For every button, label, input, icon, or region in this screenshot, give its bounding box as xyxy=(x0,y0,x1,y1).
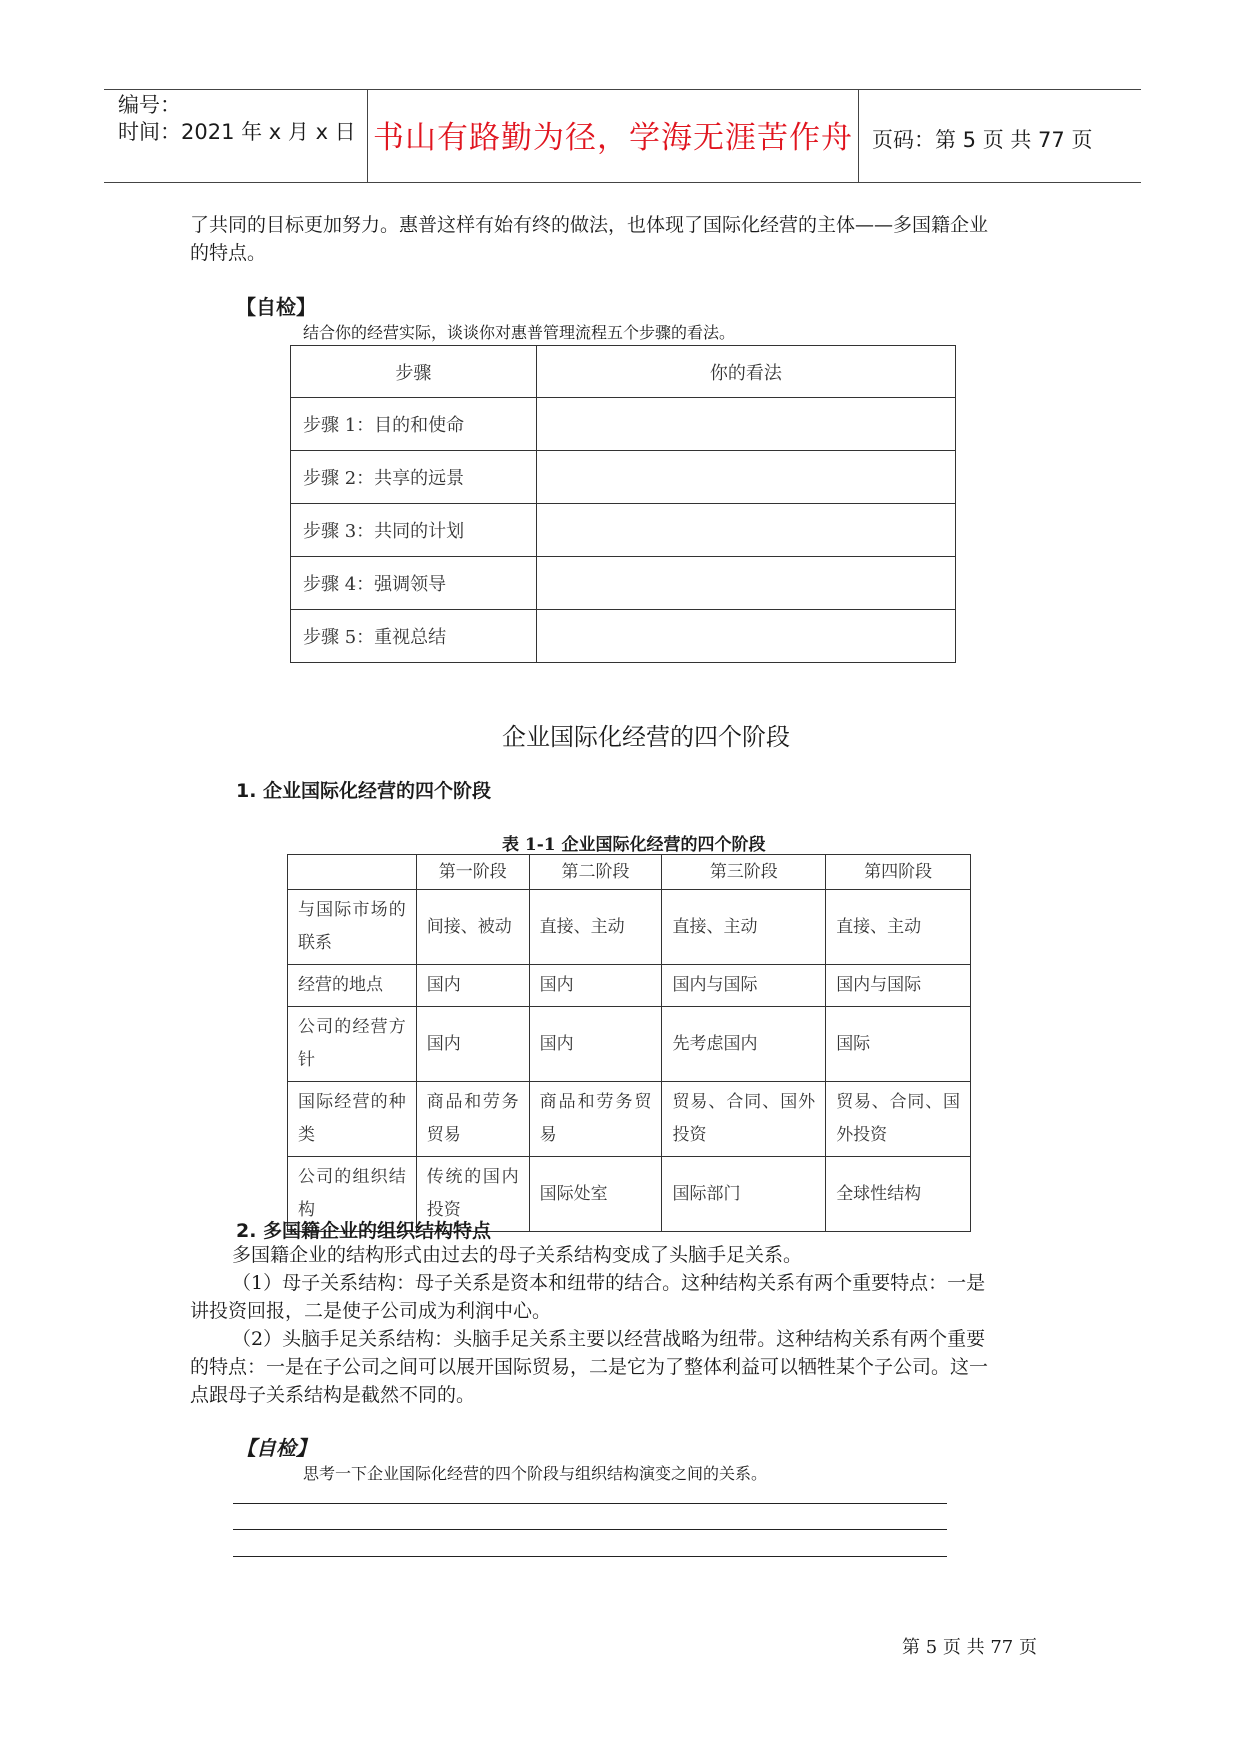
header-page-info: 页码：第 5 页 共 77 页 xyxy=(872,128,1093,152)
table-header-cell: 步骤 xyxy=(291,346,537,398)
header-motto: 书山有路勤为径，学海无涯苦作舟 xyxy=(373,120,853,156)
table-cell: 先考虑国内 xyxy=(662,1007,826,1082)
table-cell: 间接、被动 xyxy=(416,890,529,965)
steps-opinion-table xyxy=(290,345,956,663)
header-divider xyxy=(858,89,859,183)
table-cell: 贸易、合同、国外投资 xyxy=(826,1082,971,1157)
step-label: 步骤 4：强调领导 xyxy=(291,557,537,610)
header-top-rule xyxy=(104,89,1141,90)
intro-line: 的特点。 xyxy=(190,242,267,264)
table-cell: 传统的国内投资 xyxy=(416,1157,529,1232)
table-row xyxy=(291,610,956,663)
table-cell: 直接、主动 xyxy=(662,890,826,965)
table-row xyxy=(288,1007,971,1082)
paragraph: 讲投资回报，二是使子公司成为利润中心。 xyxy=(190,1300,552,1322)
table-cell: 商品和劳务贸易 xyxy=(416,1082,529,1157)
table-row xyxy=(291,557,956,610)
opinion-cell[interactable] xyxy=(536,557,955,610)
table-row xyxy=(288,965,971,1007)
paragraph: （2）头脑手足关系结构：头脑手足关系主要以经营战略为纽带。这种结构关系有两个重要 xyxy=(232,1328,986,1350)
table-header-row xyxy=(288,855,971,890)
opinion-cell[interactable] xyxy=(536,398,955,451)
table-cell: 直接、主动 xyxy=(826,890,971,965)
row-label: 与国际市场的联系 xyxy=(288,890,417,965)
page-footer: 第 5 页 共 77 页 xyxy=(902,1637,1037,1658)
table-cell: 国内 xyxy=(416,1007,529,1082)
selfcheck-prompt: 结合你的经营实际，谈谈你对惠普管理流程五个步骤的看法。 xyxy=(303,323,736,342)
table-header-row xyxy=(291,346,956,398)
section-title: 企业国际化经营的四个阶段 xyxy=(502,723,790,751)
step-label: 步骤 5：重视总结 xyxy=(291,610,537,663)
table-cell: 贸易、合同、国外投资 xyxy=(662,1082,826,1157)
table-cell: 国内与国际 xyxy=(662,965,826,1007)
opinion-cell[interactable] xyxy=(536,504,955,557)
row-label: 经营的地点 xyxy=(288,965,417,1007)
row-label: 国际经营的种类 xyxy=(288,1082,417,1157)
answer-line[interactable] xyxy=(233,1556,947,1557)
table-header-cell: 第四阶段 xyxy=(826,855,971,890)
table-header-cell xyxy=(288,855,417,890)
subsection-heading: 2. 多国籍企业的组织结构特点 xyxy=(236,1220,492,1242)
paragraph: 多国籍企业的结构形式由过去的母子关系结构变成了头脑手足关系。 xyxy=(232,1244,803,1266)
doc-number-label: 编号： xyxy=(118,93,181,117)
table-cell: 直接、主动 xyxy=(529,890,662,965)
subsection-heading: 1. 企业国际化经营的四个阶段 xyxy=(236,780,492,802)
header-bottom-rule xyxy=(104,182,1141,183)
paragraph: 的特点：一是在子公司之间可以展开国际贸易，二是它为了整体利益可以牺牲某个子公司。这一 xyxy=(190,1356,989,1378)
table-row xyxy=(291,504,956,557)
answer-line[interactable] xyxy=(233,1503,947,1504)
table-header-cell: 你的看法 xyxy=(536,346,955,398)
answer-line[interactable] xyxy=(233,1529,947,1530)
table-header-cell: 第一阶段 xyxy=(416,855,529,890)
table-row xyxy=(291,398,956,451)
table-cell: 国内与国际 xyxy=(826,965,971,1007)
table-cell: 国内 xyxy=(529,965,662,1007)
opinion-cell[interactable] xyxy=(536,451,955,504)
row-label: 公司的组织结构 xyxy=(288,1157,417,1232)
table-cell: 国际部门 xyxy=(662,1157,826,1232)
step-label: 步骤 2：共享的远景 xyxy=(291,451,537,504)
table-cell: 国际处室 xyxy=(529,1157,662,1232)
selfcheck-title: 【自检】 xyxy=(236,295,316,319)
table-row xyxy=(291,451,956,504)
step-label: 步骤 3：共同的计划 xyxy=(291,504,537,557)
table-caption: 表 1-1 企业国际化经营的四个阶段 xyxy=(502,835,766,855)
doc-time-label: 时间：2021 年 x 月 x 日 xyxy=(118,120,356,144)
paragraph: （1）母子关系结构：母子关系是资本和纽带的结合。这种结构关系有两个重要特点：一是 xyxy=(232,1272,986,1294)
table-row xyxy=(288,890,971,965)
stages-table xyxy=(287,854,971,1232)
table-cell: 全球性结构 xyxy=(826,1157,971,1232)
paragraph: 点跟母子关系结构是截然不同的。 xyxy=(190,1384,476,1406)
table-cell: 国内 xyxy=(529,1007,662,1082)
step-label: 步骤 1：目的和使命 xyxy=(291,398,537,451)
selfcheck-title: 【自检】 xyxy=(236,1436,316,1460)
intro-line: 了共同的目标更加努力。惠普这样有始有终的做法，也体现了国际化经营的主体——多国籍企业 xyxy=(190,214,989,236)
selfcheck-prompt: 思考一下企业国际化经营的四个阶段与组织结构演变之间的关系。 xyxy=(303,1464,768,1483)
table-cell: 商品和劳务贸易 xyxy=(529,1082,662,1157)
table-cell: 国际 xyxy=(826,1007,971,1082)
table-header-cell: 第三阶段 xyxy=(662,855,826,890)
opinion-cell[interactable] xyxy=(536,610,955,663)
row-label: 公司的经营方针 xyxy=(288,1007,417,1082)
table-cell: 国内 xyxy=(416,965,529,1007)
table-row xyxy=(288,1082,971,1157)
table-header-cell: 第二阶段 xyxy=(529,855,662,890)
